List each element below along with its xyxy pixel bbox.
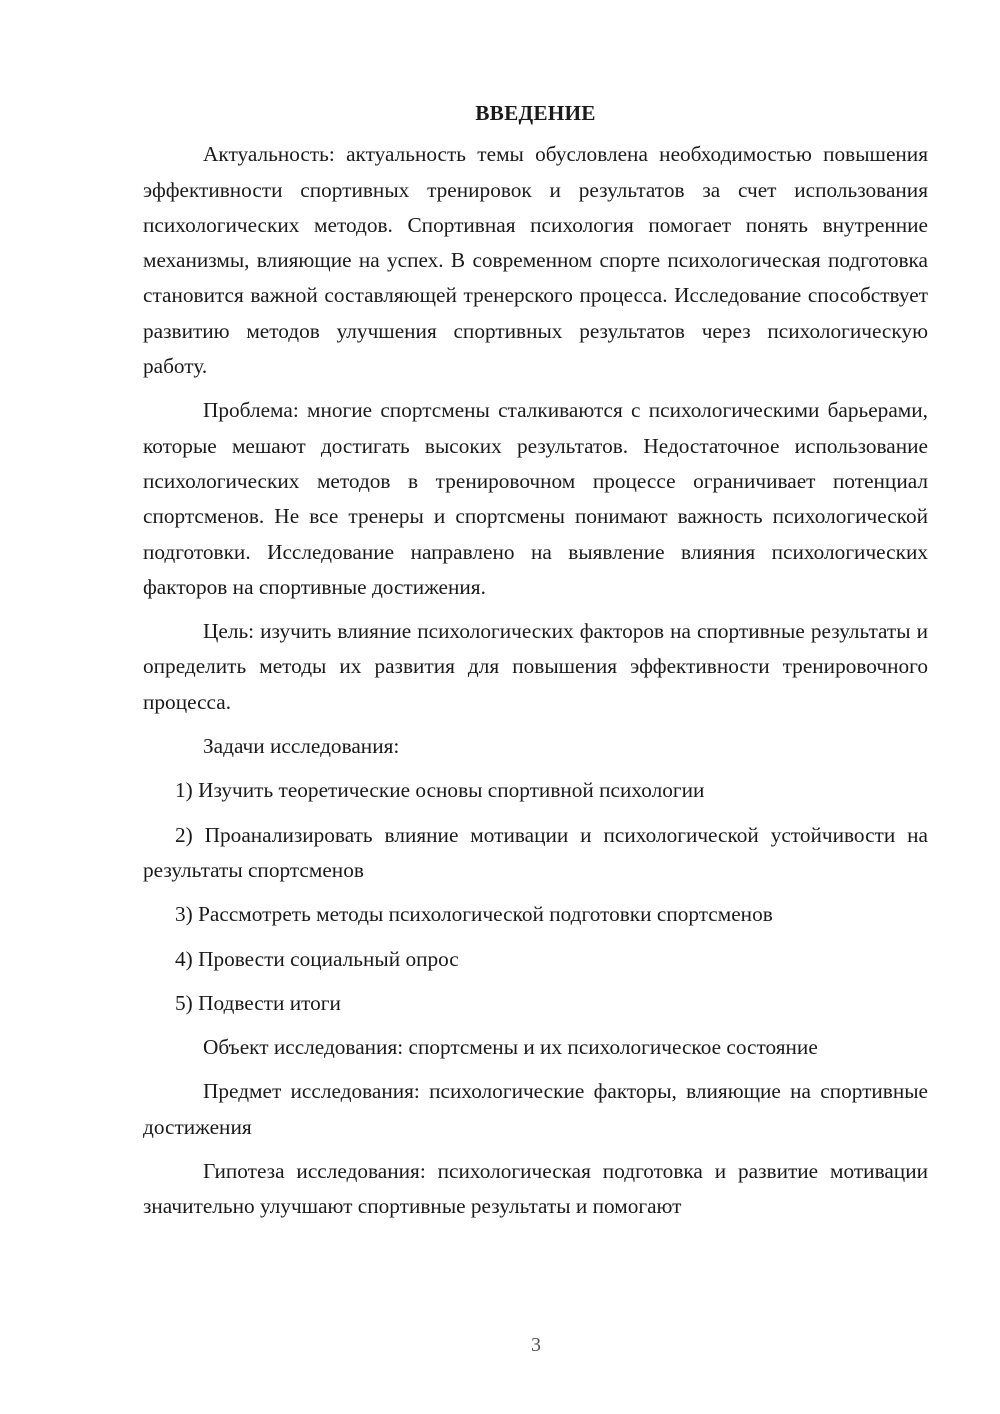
page-title: ВВЕДЕНИЕ (475, 101, 596, 125)
task-item-1: 1) Изучить теоретические основы спортивной психологии (175, 778, 705, 803)
task-item-4: 4) Провести социальный опрос (175, 946, 459, 971)
page-number: 3 (531, 1334, 541, 1356)
paragraph-subject: Предмет исследования: психологические факторы, влияющие на спортивные достижения (143, 1079, 928, 1139)
paragraph-problem: Проблема: многие спортсмены сталкиваются с психологическими барьерами, которые мешают достигать высоких результатов. Недостаточное использование психологических методов в тренировочном процессе ограничивает потенциал спортсменов. Не все тренеры и спортсмены понимают важность психологической подготовки. Исследование направлено на выявление влияния психологических факторов на спортивные достижения. (143, 398, 928, 599)
task-item-3: 3) Рассмотреть методы психологической подготовки спортсменов (175, 902, 773, 927)
paragraph-relevance: Актуальность: актуальность темы обусловлена необходимостью повышения эффективности спортивных тренировок и результатов за счет использования психологических методов. Спортивная психология помогает понять внутренние механизмы, влияющие на успех. В современном спорте психологическая подготовка становится важной составляющей тренерского процесса. Исследование способствует развитию методов улучшения спортивных результатов через психологическую работу. (143, 142, 928, 379)
paragraph-goal: Цель: изучить влияние психологических факторов на спортивные результаты и определить методы их развития для повышения эффективности тренировочного процесса. (143, 619, 928, 714)
document-page (143, 96, 928, 1225)
paragraph-object: Объект исследования: спортсмены и их психологическое состояние (203, 1035, 818, 1060)
task-item-2: 2) Проанализировать влияние мотивации и психологической устойчивости на результаты спортсменов (143, 822, 928, 882)
paragraph-hypothesis: Гипотеза исследования: психологическая подготовка и развитие мотивации значительно улучшают спортивные результаты и помогают (143, 1159, 928, 1219)
task-item-5: 5) Подвести итоги (175, 990, 341, 1015)
tasks-heading: Задачи исследования: (203, 734, 400, 759)
